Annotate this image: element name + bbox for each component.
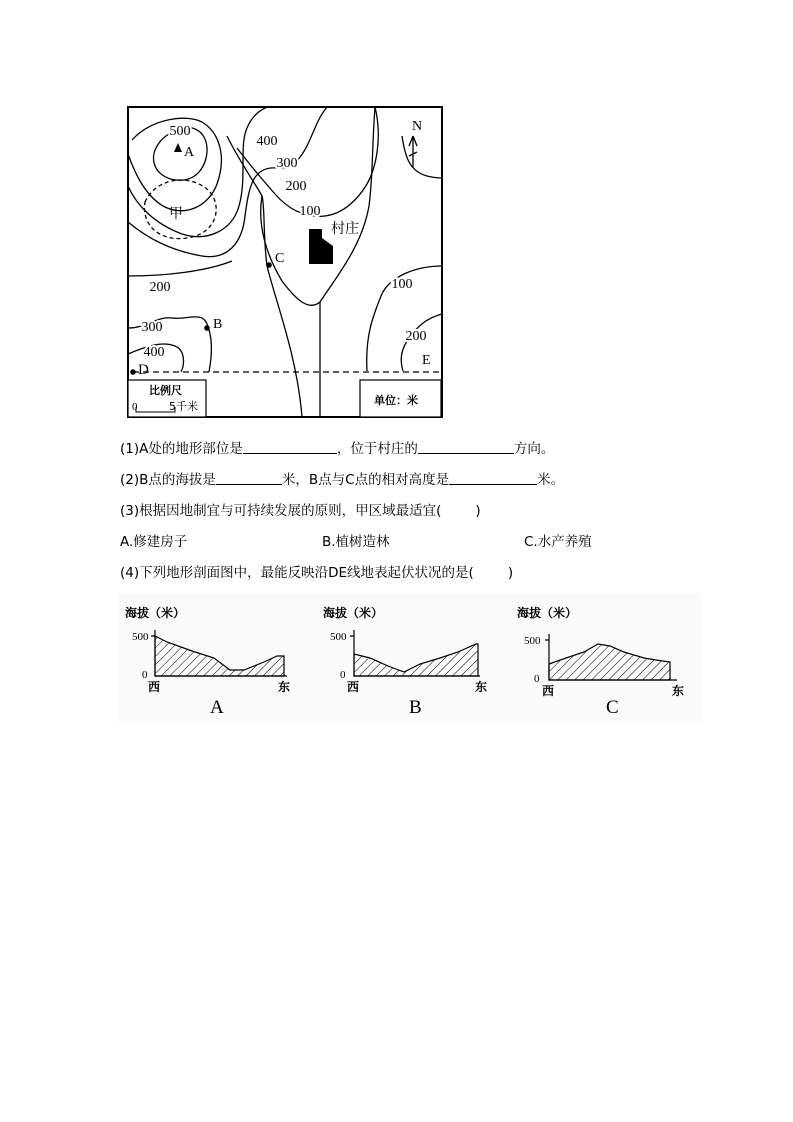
- jia-label: 甲: [169, 206, 183, 222]
- profile-b[interactable]: [320, 596, 510, 720]
- north-label: N: [412, 119, 423, 134]
- q1-part2: ，位于村庄的: [336, 441, 418, 457]
- profile-a-east: 东: [278, 680, 291, 694]
- contour-100-right: [402, 136, 442, 178]
- option-b[interactable]: B.植树造林: [322, 534, 390, 550]
- profile-c-ylabel: 海拔（米）: [517, 606, 578, 620]
- contour-label-100-east: 100: [391, 277, 413, 292]
- q1-part1: (1)A处的地形部位是: [120, 441, 243, 457]
- scale-zero: 0: [132, 401, 138, 413]
- profile-a-y0: 0: [142, 669, 148, 681]
- profile-c-y0: 0: [534, 673, 540, 685]
- map-frame: [128, 107, 442, 417]
- profile-a-y500: 500: [132, 631, 149, 643]
- point-e-label: E: [422, 353, 431, 368]
- q4-text: (4)下列地形剖面图中，最能反映沿DE线地表起伏状况的是(: [120, 565, 474, 581]
- option-a[interactable]: A.修建房子: [120, 534, 188, 550]
- profile-a-west: 西: [148, 680, 161, 694]
- profile-b-east: 东: [475, 680, 488, 694]
- contour-label-400: 400: [256, 134, 278, 149]
- point-d-label: D: [138, 362, 149, 378]
- profile-c-east: 东: [672, 684, 685, 698]
- scale-title: 比例尺: [149, 384, 182, 397]
- profile-c-terrain: [549, 644, 670, 680]
- q2-part3: 米。: [537, 472, 565, 488]
- profile-b-west: 西: [347, 680, 360, 694]
- contour-label-100: 100: [299, 204, 321, 219]
- contour-200-west: [128, 261, 232, 276]
- unit-label: 单位：米: [374, 394, 418, 407]
- profile-a-ylabel: 海拔（米）: [125, 606, 186, 620]
- profile-b-y500: 500: [330, 631, 347, 643]
- profile-c-west: 西: [542, 684, 555, 698]
- q1-blank-2[interactable]: [418, 441, 514, 454]
- profile-b-letter: B: [409, 697, 422, 718]
- question-4: [120, 561, 513, 581]
- profile-c-letter: C: [606, 697, 619, 718]
- profile-c[interactable]: [514, 596, 704, 720]
- profile-a-terrain: [155, 636, 284, 676]
- q3-close: ): [475, 503, 481, 519]
- contour-label-500: 500: [169, 124, 191, 139]
- q1-part3: 方向。: [513, 441, 555, 457]
- contour-100-upper: [237, 107, 378, 216]
- contour-label-200-west: 200: [149, 280, 171, 295]
- q2-part1: (2)B点的海拔是: [120, 472, 216, 488]
- q2-part2: 米，B点与C点的相对高度是: [281, 472, 450, 488]
- peak-a-icon: [174, 143, 182, 152]
- q1-blank-1[interactable]: [243, 441, 337, 454]
- profile-c-y500: 500: [524, 635, 541, 647]
- point-a-label: A: [184, 145, 195, 160]
- profile-a[interactable]: [122, 596, 312, 720]
- contour-label-200: 200: [285, 179, 307, 194]
- contour-label-300: 300: [276, 156, 298, 171]
- point-b-label: B: [213, 317, 223, 332]
- village-label: 村庄: [331, 221, 359, 237]
- village-block: [309, 229, 333, 264]
- point-c-dot: [266, 262, 272, 268]
- option-c[interactable]: C.水产养殖: [524, 534, 592, 550]
- point-b-dot: [204, 325, 210, 331]
- point-d-dot: [130, 369, 136, 375]
- q4-close: ): [507, 565, 514, 581]
- question-1: [120, 437, 554, 457]
- contour-label-300-west: 300: [141, 320, 163, 335]
- q3-text: (3)根据因地制宜与可持续发展的原则，甲区域最适宜(: [120, 503, 442, 519]
- q2-blank-1[interactable]: [216, 472, 282, 485]
- river-right-bank: [320, 107, 375, 302]
- profile-a-letter: A: [210, 697, 224, 718]
- contour-label-200-east: 200: [405, 329, 427, 344]
- question-3: [120, 499, 481, 519]
- profile-b-terrain: [354, 644, 478, 676]
- contour-map: [127, 106, 443, 418]
- profile-b-ylabel: 海拔（米）: [323, 606, 384, 620]
- point-c-label: C: [275, 251, 285, 266]
- q2-blank-2[interactable]: [449, 472, 537, 485]
- profile-b-y0: 0: [340, 669, 346, 681]
- scale-value: 5千米: [169, 400, 198, 413]
- question-2: [120, 468, 564, 488]
- contour-label-400-west: 400: [143, 345, 165, 360]
